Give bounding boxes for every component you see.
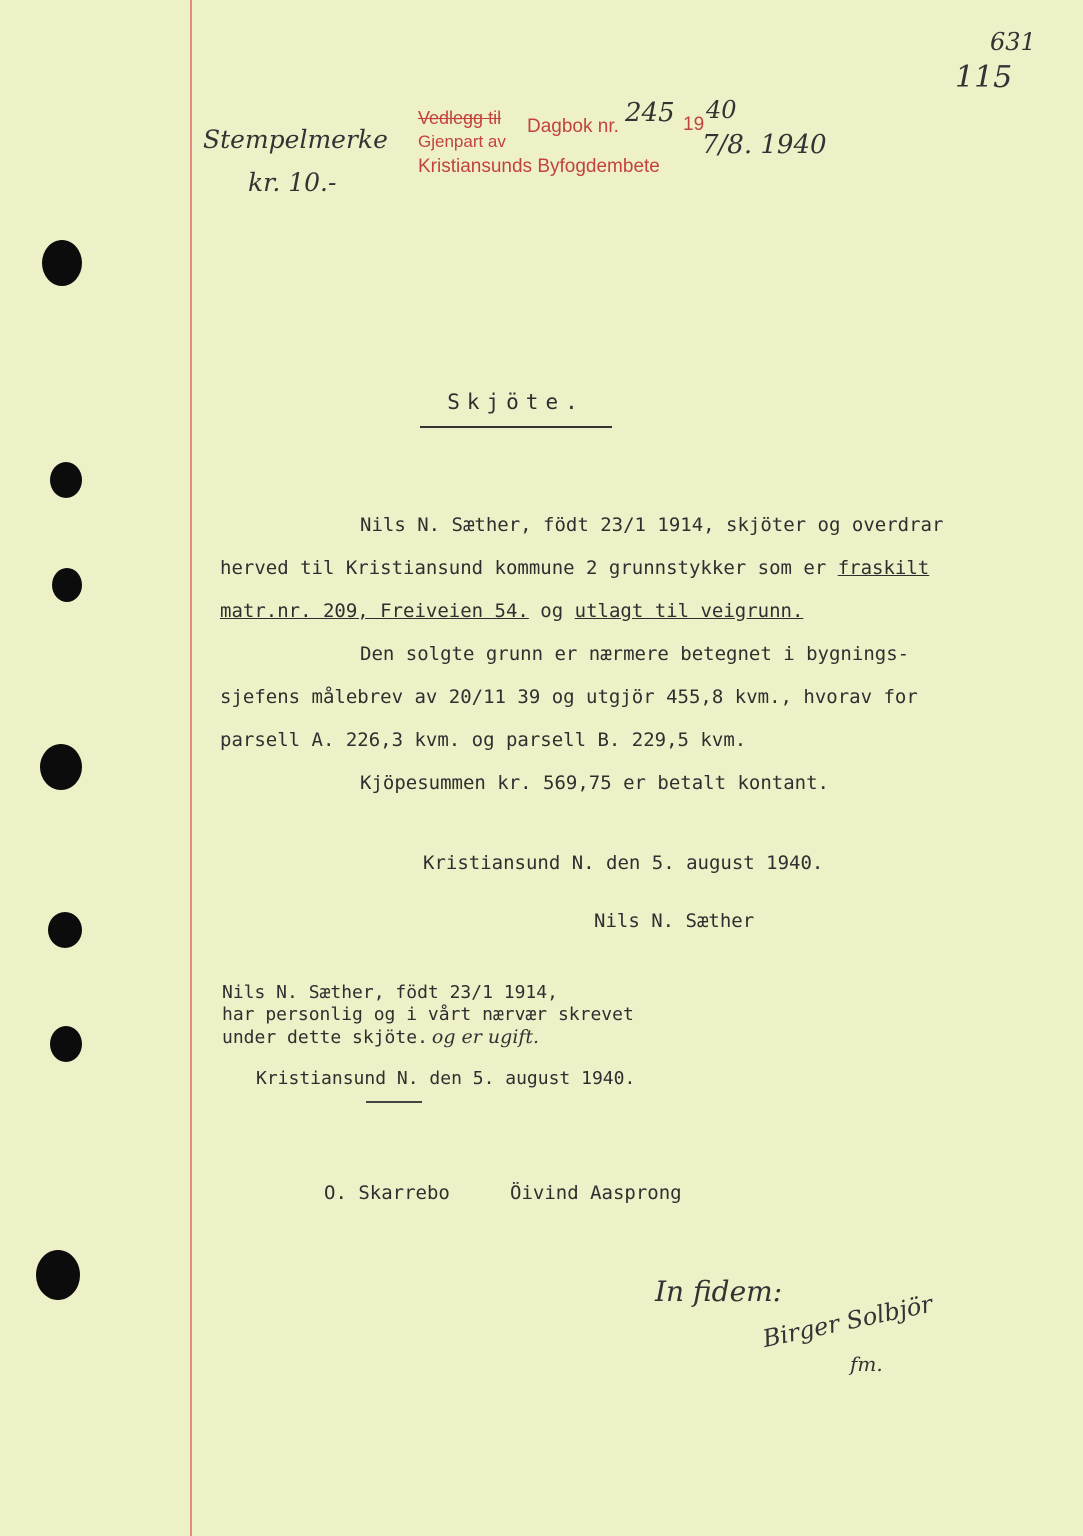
- witness-2: Öivind Aasprong: [510, 1182, 682, 1204]
- cert-line: [222, 1026, 634, 1048]
- short-rule: [366, 1101, 422, 1103]
- body-line: parsell A. 226,3 kvm. og parsell B. 229,5 kvm.: [220, 729, 747, 751]
- certification-block: [222, 982, 634, 1048]
- place-date: Kristiansund N. den 5. august 1940.: [423, 852, 824, 874]
- fidem-signature: Birger Solbjör: [760, 1289, 935, 1353]
- dagbok-number: 245: [625, 98, 675, 128]
- cert-line: Nils N. Sæther, födt 23/1 1914,: [222, 982, 558, 1003]
- stamp-vedlegg-til: Vedlegg til: [418, 108, 502, 128]
- cert-line-part: under dette skjöte.: [222, 1027, 428, 1048]
- in-fidem-text: In fidem:: [655, 1275, 783, 1308]
- punch-hole: [40, 744, 82, 790]
- fidem-title: fm.: [850, 1352, 883, 1376]
- witness-1: O. Skarrebo: [324, 1182, 450, 1204]
- body-line: Nils N. Sæther, födt 23/1 1914, skjöter og overdrar: [360, 514, 944, 536]
- stamp-year-prefix: 19: [683, 114, 705, 135]
- margin-rule: [190, 0, 192, 1536]
- page-number: 631: [990, 28, 1036, 56]
- body-line: Kjöpesummen kr. 569,75 er betalt kontant.: [360, 772, 829, 794]
- cert-place-date: Kristiansund N. den 5. august 1940.: [256, 1068, 636, 1089]
- punch-hole: [52, 568, 82, 602]
- stamp-date: 7/8. 1940: [702, 130, 827, 160]
- body-line-part: og: [528, 600, 575, 622]
- punch-hole: [50, 1026, 82, 1062]
- body-line-part: herved til Kristiansund kommune 2 grunnstykker som er: [220, 557, 838, 579]
- body-line: [220, 547, 1020, 590]
- stamp-gjenpart-av: Gjenpart av: [418, 132, 506, 151]
- cert-line: har personlig og i vårt nærvær skrevet: [222, 1004, 634, 1025]
- body-line: sjefens målebrev av 20/11 39 og utgjör 455,8 kvm., hvorav for: [220, 686, 918, 708]
- underlined-text: utlagt til veigrunn.: [574, 600, 804, 622]
- stamp-year-suffix: 40: [706, 96, 737, 124]
- body-line: [220, 590, 1020, 633]
- document-title: Skjöte.: [420, 390, 612, 428]
- stamp-office: Kristiansunds Byfogdembete: [418, 156, 660, 177]
- stamp-dagbok-label: Dagbok nr.: [527, 116, 619, 137]
- underlined-text: matr.nr. 209, Freiveien 54.: [220, 600, 529, 622]
- punch-hole: [36, 1250, 80, 1300]
- handwritten-addition: og er ugift.: [431, 1026, 540, 1048]
- body-text: [220, 504, 1020, 805]
- stamp-duty-amount: kr. 10.-: [248, 168, 337, 197]
- stamp-duty-note: Stempelmerke: [203, 125, 388, 154]
- punch-hole: [48, 912, 82, 948]
- underlined-text: fraskilt: [837, 557, 930, 579]
- folio-number: 115: [955, 60, 1013, 95]
- signer-name: Nils N. Sæther: [594, 910, 755, 932]
- body-line: Den solgte grunn er nærmere betegnet i bygnings-: [360, 643, 910, 665]
- punch-hole: [50, 462, 82, 498]
- punch-hole: [42, 240, 82, 286]
